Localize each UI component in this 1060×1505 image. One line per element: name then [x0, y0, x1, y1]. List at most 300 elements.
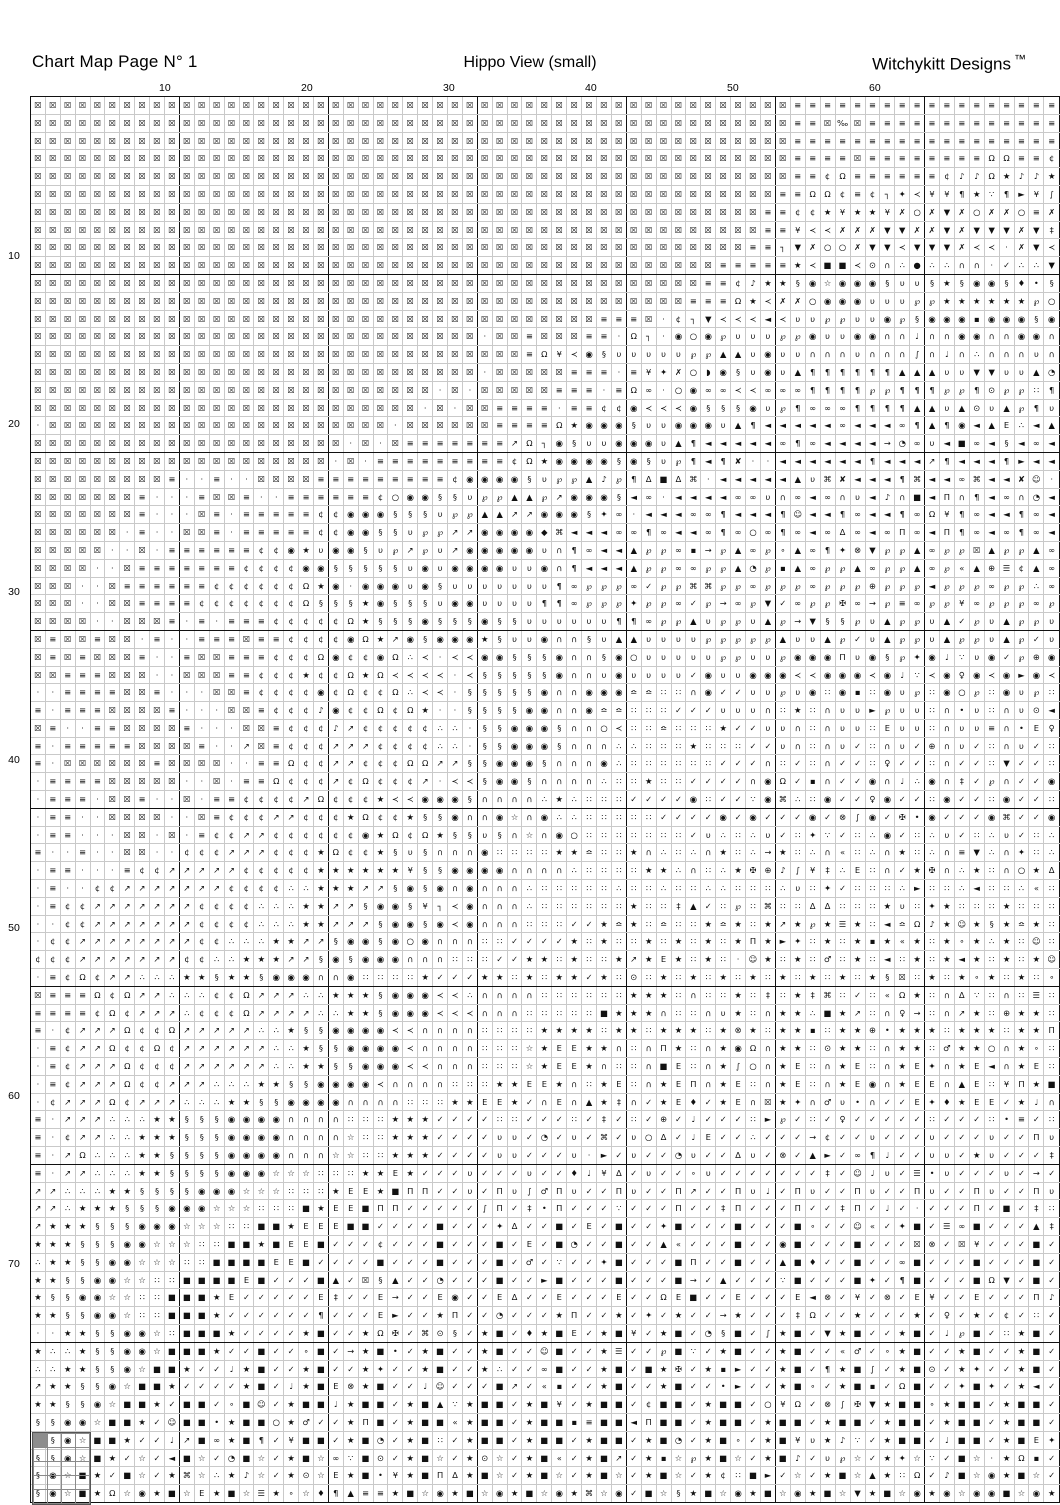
- chart-cell: ∫: [1044, 185, 1060, 203]
- chart-cell: ☒: [582, 221, 597, 239]
- chart-cell: ☆: [343, 1147, 358, 1165]
- chart-cell: ☆: [522, 1040, 537, 1058]
- chart-cell: ·: [194, 470, 209, 488]
- chart-cell: ≡: [120, 737, 135, 755]
- chart-cell: ≡: [239, 648, 254, 666]
- chart-cell: ☒: [31, 613, 45, 631]
- chart-cell: υ: [671, 346, 686, 364]
- chart-cell: ▲: [582, 470, 597, 488]
- chart-cell: ✓: [671, 1111, 686, 1129]
- chart-cell: ☒: [388, 132, 403, 150]
- chart-cell: ∘: [969, 969, 984, 987]
- chart-cell: ✓: [805, 1324, 820, 1342]
- chart-cell: §: [90, 1218, 105, 1236]
- chart-cell: ★: [358, 986, 373, 1004]
- chart-cell: ∷: [865, 719, 880, 737]
- chart-cell: ∷: [701, 719, 716, 737]
- chart-cell: ☒: [582, 292, 597, 310]
- chart-cell: ✓: [477, 1253, 492, 1271]
- chart-cell: ✓: [1014, 1164, 1029, 1182]
- chart-cell: Ω: [925, 506, 940, 524]
- chart-cell: ∆: [671, 470, 686, 488]
- chart-cell: ★: [969, 292, 984, 310]
- chart-cell: ★: [1014, 1022, 1029, 1040]
- chart-cell: ▲: [939, 613, 954, 631]
- chart-cell: ∷: [865, 915, 880, 933]
- chart-cell: ✓: [1014, 1253, 1029, 1271]
- chart-cell: υ: [746, 346, 761, 364]
- chart-cell: ¶: [954, 524, 969, 542]
- chart-cell: ◉: [358, 506, 373, 524]
- chart-cell: ∷: [701, 791, 716, 809]
- chart-cell: ■: [969, 1271, 984, 1289]
- chart-cell: ◄: [716, 470, 731, 488]
- chart-cell: ☒: [75, 203, 90, 221]
- chart-cell: ≡: [522, 399, 537, 417]
- chart-cell: ☒: [418, 363, 433, 381]
- chart-cell: ☒: [209, 239, 224, 257]
- chart-cell: ▲: [1029, 1218, 1044, 1236]
- chart-cell: ¢: [150, 862, 165, 880]
- chart-cell: ∞: [969, 524, 984, 542]
- chart-cell: ✘: [835, 470, 850, 488]
- chart-cell: ≡: [552, 381, 567, 399]
- chart-cell: Ε: [328, 1200, 343, 1218]
- chart-cell: ☒: [522, 292, 537, 310]
- chart-cell: «: [895, 933, 910, 951]
- chart-cell: ★: [835, 1324, 850, 1342]
- chart-cell: ☒: [224, 239, 239, 257]
- chart-cell: υ: [805, 1182, 820, 1200]
- chart-cell: ¢: [865, 185, 880, 203]
- chart-cell: ∴: [90, 1147, 105, 1165]
- chart-cell: §: [328, 1058, 343, 1076]
- chart-cell: ★: [343, 808, 358, 826]
- chart-cell: ◉: [343, 1075, 358, 1093]
- chart-cell: ★: [954, 1342, 969, 1360]
- chart-cell: ☆: [120, 1307, 135, 1325]
- chart-cell: ℘: [746, 595, 761, 613]
- chart-cell: ◉: [999, 684, 1014, 702]
- chart-cell: υ: [656, 417, 671, 435]
- chart-cell: ·: [209, 702, 224, 720]
- chart-cell: ☒: [448, 114, 463, 132]
- chart-cell: ↗: [269, 986, 284, 1004]
- chart-cell: ■: [552, 1342, 567, 1360]
- chart-cell: ∷: [135, 1289, 150, 1307]
- chart-cell: ★: [343, 1004, 358, 1022]
- chart-cell: ◄: [954, 452, 969, 470]
- chart-row: [31, 986, 1060, 1004]
- chart-cell: υ: [597, 613, 612, 631]
- chart-cell: ·: [105, 541, 120, 559]
- chart-cell: ★: [656, 1093, 671, 1111]
- chart-cell: ↗: [284, 951, 299, 969]
- chart-cell: υ: [731, 666, 746, 684]
- chart-cell: ∴: [194, 1093, 209, 1111]
- chart-cell: ★: [805, 969, 820, 987]
- chart-cell: ☒: [209, 132, 224, 150]
- chart-cell: ★: [1029, 862, 1044, 880]
- chart-cell: ★: [597, 933, 612, 951]
- chart-cell: ∷: [790, 826, 805, 844]
- chart-row: [31, 1022, 1060, 1040]
- chart-cell: ✓: [954, 808, 969, 826]
- chart-cell: ◄: [925, 470, 940, 488]
- stitch-chart-grid[interactable]: [30, 96, 1060, 1503]
- chart-cell: ☒: [135, 844, 150, 862]
- chart-cell: ≡: [954, 844, 969, 862]
- chart-cell: ◄: [910, 452, 925, 470]
- chart-cell: ◉: [150, 1218, 165, 1236]
- chart-cell: ✓: [1029, 755, 1044, 773]
- chart-cell: υ: [626, 666, 641, 684]
- chart-cell: ☒: [224, 97, 239, 114]
- chart-cell: ¢: [269, 862, 284, 880]
- chart-cell: ✓: [388, 1236, 403, 1254]
- chart-cell: ☒: [477, 203, 492, 221]
- chart-cell: ◉: [328, 577, 343, 595]
- chart-cell: ▲: [910, 559, 925, 577]
- chart-cell: ☒: [194, 399, 209, 417]
- chart-cell: ∴: [611, 880, 626, 898]
- chart-cell: ∷: [641, 808, 656, 826]
- chart-row: [31, 951, 1060, 969]
- chart-cell: ✓: [984, 1289, 999, 1307]
- chart-cell: ☒: [686, 185, 701, 203]
- chart-cell: ∴: [716, 862, 731, 880]
- chart-cell: ☒: [388, 381, 403, 399]
- chart-cell: ☒: [507, 363, 522, 381]
- chart-cell: ≺: [925, 666, 940, 684]
- chart-cell: ☒: [90, 524, 105, 542]
- chart-cell: ≡: [865, 150, 880, 168]
- chart-cell: υ: [925, 1182, 940, 1200]
- chart-cell: ★: [358, 613, 373, 631]
- chart-cell: ∷: [701, 1022, 716, 1040]
- chart-cell: ∷: [597, 986, 612, 1004]
- chart-cell: ·: [179, 684, 194, 702]
- chart-cell: ¢: [358, 719, 373, 737]
- chart-cell: ≡: [760, 257, 775, 275]
- chart-cell: υ: [522, 577, 537, 595]
- chart-cell: ∩: [552, 773, 567, 791]
- chart-cell: ∞: [1044, 577, 1060, 595]
- chart-cell: ↗: [75, 933, 90, 951]
- chart-cell: ☒: [552, 150, 567, 168]
- chart-cell: ⊕: [999, 1004, 1014, 1022]
- chart-cell: ✓: [820, 1182, 835, 1200]
- chart-cell: ◉: [522, 524, 537, 542]
- chart-cell: ✓: [701, 1271, 716, 1289]
- chart-cell: ☆: [507, 808, 522, 826]
- chart-cell: ∩: [999, 346, 1014, 364]
- chart-cell: ★: [969, 1147, 984, 1165]
- chart-cell: ☒: [433, 239, 448, 257]
- chart-cell: ≡: [343, 488, 358, 506]
- chart-cell: ☒: [194, 292, 209, 310]
- chart-cell: ☒: [299, 328, 314, 346]
- chart-cell: ■: [313, 1324, 328, 1342]
- chart-cell: ★: [835, 969, 850, 987]
- chart-cell: ★: [418, 1342, 433, 1360]
- chart-cell: ¢: [388, 808, 403, 826]
- chart-cell: ∷: [537, 880, 552, 898]
- chart-cell: §: [388, 844, 403, 862]
- chart-cell: ¶: [552, 595, 567, 613]
- chart-cell: ∩: [582, 773, 597, 791]
- chart-cell: ◄: [790, 452, 805, 470]
- chart-cell: ☒: [135, 328, 150, 346]
- chart-cell: ☒: [433, 114, 448, 132]
- chart-cell: υ: [775, 737, 790, 755]
- chart-cell: ☒: [358, 346, 373, 364]
- chart-cell: ¶: [939, 452, 954, 470]
- chart-cell: ≏: [611, 702, 626, 720]
- chart-cell: ∷: [865, 862, 880, 880]
- chart-cell: ◉: [164, 1200, 179, 1218]
- chart-cell: §: [433, 808, 448, 826]
- chart-cell: ¶: [820, 381, 835, 399]
- chart-cell: ✓: [328, 1324, 343, 1342]
- chart-cell: ¶: [910, 417, 925, 435]
- chart-cell: ▼: [999, 221, 1014, 239]
- chart-cell: ☒: [105, 221, 120, 239]
- chart-cell: ∷: [626, 755, 641, 773]
- chart-cell: ·: [31, 915, 45, 933]
- chart-cell: ·: [1044, 470, 1060, 488]
- chart-cell: §: [373, 559, 388, 577]
- chart-cell: ★: [343, 862, 358, 880]
- chart-cell: ∷: [626, 1111, 641, 1129]
- chart-row: [31, 381, 1060, 399]
- chart-cell: ☒: [75, 630, 90, 648]
- chart-cell: ≡: [1014, 97, 1029, 114]
- chart-cell: ¢: [284, 826, 299, 844]
- chart-cell: ◉: [254, 1164, 269, 1182]
- chart-cell: ☒: [582, 150, 597, 168]
- chart-cell: ⊕: [925, 737, 940, 755]
- chart-cell: ∷: [671, 915, 686, 933]
- chart-cell: ✓: [775, 1200, 790, 1218]
- chart-cell: ⊗: [775, 1147, 790, 1165]
- chart-cell: ≡: [492, 435, 507, 453]
- chart-cell: ☆: [164, 1236, 179, 1254]
- chart-cell: ↗: [75, 1040, 90, 1058]
- chart-cell: ✓: [1014, 1147, 1029, 1165]
- chart-cell: ✓: [820, 1200, 835, 1218]
- chart-cell: ≡: [31, 1147, 45, 1165]
- chart-cell: ·: [45, 1111, 60, 1129]
- chart-cell: ♪: [954, 168, 969, 186]
- chart-cell: ☒: [209, 399, 224, 417]
- chart-cell: ¢: [388, 737, 403, 755]
- chart-cell: ∩: [597, 1058, 612, 1076]
- chart-cell: ☒: [164, 719, 179, 737]
- chart-cell: ∩: [403, 1075, 418, 1093]
- chart-cell: ∩: [492, 1004, 507, 1022]
- chart-cell: ≡: [984, 719, 999, 737]
- chart-cell: ◉: [284, 1093, 299, 1111]
- chart-row: [31, 292, 1060, 310]
- chart-cell: ✓: [984, 1324, 999, 1342]
- chart-cell: ◉: [388, 897, 403, 915]
- chart-cell: ✓: [775, 808, 790, 826]
- chart-cell: ≡: [150, 595, 165, 613]
- chart-cell: ≡: [284, 524, 299, 542]
- chart-cell: ·: [462, 737, 477, 755]
- chart-cell: ¢: [299, 862, 314, 880]
- chart-cell: ·: [179, 613, 194, 631]
- chart-cell: ☒: [105, 274, 120, 292]
- chart-cell: ∷: [611, 986, 626, 1004]
- chart-cell: ☒: [522, 114, 537, 132]
- chart-cell: ∷: [910, 969, 925, 987]
- chart-cell: «: [835, 844, 850, 862]
- chart-cell: ☒: [45, 203, 60, 221]
- chart-cell: ☒: [135, 292, 150, 310]
- chart-cell: ·: [418, 399, 433, 417]
- chart-cell: ◄: [1044, 488, 1060, 506]
- chart-cell: ≡: [477, 452, 492, 470]
- chart-cell: ☒: [75, 328, 90, 346]
- chart-cell: ☒: [611, 257, 626, 275]
- chart-cell: ☒: [224, 346, 239, 364]
- chart-cell: ¢: [135, 1022, 150, 1040]
- chart-cell: ¢: [299, 737, 314, 755]
- chart-cell: ≡: [835, 150, 850, 168]
- chart-cell: ✓: [760, 1253, 775, 1271]
- chart-cell: ☒: [224, 114, 239, 132]
- chart-cell: ☒: [179, 381, 194, 399]
- chart-cell: ✓: [567, 1218, 582, 1236]
- chart-cell: ☒: [433, 292, 448, 310]
- chart-cell: ☒: [164, 826, 179, 844]
- chart-cell: §: [448, 826, 463, 844]
- chart-cell: ☒: [343, 328, 358, 346]
- chart-cell: ✓: [328, 1236, 343, 1254]
- chart-cell: ☒: [269, 328, 284, 346]
- chart-cell: ☒: [60, 506, 75, 524]
- chart-cell: ℘: [999, 577, 1014, 595]
- chart-cell: ☒: [462, 239, 477, 257]
- chart-cell: ▲: [1029, 363, 1044, 381]
- chart-cell: ◉: [835, 684, 850, 702]
- chart-cell: ☒: [105, 648, 120, 666]
- chart-cell: ·: [90, 808, 105, 826]
- chart-cell: ∴: [865, 826, 880, 844]
- chart-cell: ★: [552, 1022, 567, 1040]
- chart-cell: ✓: [671, 808, 686, 826]
- chart-cell: υ: [790, 346, 805, 364]
- chart-cell: ☒: [164, 274, 179, 292]
- chart-cell: ◄: [880, 470, 895, 488]
- chart-cell: ☒: [567, 114, 582, 132]
- chart-cell: Ε: [999, 417, 1014, 435]
- chart-cell: ☒: [567, 310, 582, 328]
- chart-cell: ☒: [254, 97, 269, 114]
- chart-cell: ∷: [597, 880, 612, 898]
- chart-cell: ◉: [239, 1111, 254, 1129]
- chart-cell: ∷: [552, 986, 567, 1004]
- chart-cell: υ: [984, 399, 999, 417]
- chart-cell: ■: [820, 257, 835, 275]
- chart-cell: ∷: [462, 951, 477, 969]
- chart-cell: ℘: [910, 292, 925, 310]
- chart-cell: ℘: [895, 577, 910, 595]
- chart-cell: ☒: [209, 328, 224, 346]
- chart-cell: ✓: [641, 1324, 656, 1342]
- chart-cell: ▼: [760, 595, 775, 613]
- chart-cell: ·: [194, 684, 209, 702]
- chart-cell: ★: [552, 791, 567, 809]
- chart-cell: ∷: [582, 897, 597, 915]
- chart-cell: ★: [716, 1058, 731, 1076]
- chart-cell: ☒: [567, 221, 582, 239]
- chart-cell: ✓: [895, 1129, 910, 1147]
- chart-cell: ▲: [910, 363, 925, 381]
- chart-cell: ✓: [582, 1324, 597, 1342]
- chart-cell: ☒: [105, 630, 120, 648]
- chart-cell: ★: [418, 702, 433, 720]
- chart-cell: ✓: [418, 1271, 433, 1289]
- chart-cell: ∷: [477, 1022, 492, 1040]
- chart-cell: ∩: [805, 1093, 820, 1111]
- chart-cell: ☒: [150, 310, 165, 328]
- chart-cell: ☒: [135, 221, 150, 239]
- chart-cell: ∩: [299, 1111, 314, 1129]
- chart-cell: ★: [1014, 1040, 1029, 1058]
- chart-cell: ▲: [507, 488, 522, 506]
- chart-cell: ★: [179, 969, 194, 987]
- chart-cell: ◉: [164, 1218, 179, 1236]
- chart-cell: Ε: [611, 1289, 626, 1307]
- chart-cell: ★: [716, 844, 731, 862]
- chart-cell: ·: [31, 826, 45, 844]
- chart-cell: §: [537, 648, 552, 666]
- chart-cell: ✓: [552, 1164, 567, 1182]
- chart-cell: ≡: [910, 114, 925, 132]
- chart-cell: ≡: [209, 559, 224, 577]
- chart-cell: ≡: [880, 114, 895, 132]
- chart-cell: ·: [105, 862, 120, 880]
- chart-cell: ☒: [284, 221, 299, 239]
- chart-cell: ✓: [746, 1289, 761, 1307]
- chart-cell: ☒: [343, 292, 358, 310]
- chart-cell: ☒: [597, 97, 612, 114]
- chart-cell: ≡: [60, 684, 75, 702]
- chart-cell: ★: [299, 541, 314, 559]
- chart-cell: ≡: [716, 257, 731, 275]
- chart-cell: ◉: [462, 880, 477, 898]
- chart-cell: ≡: [45, 1004, 60, 1022]
- chart-cell: ↗: [90, 933, 105, 951]
- chart-cell: υ: [880, 1164, 895, 1182]
- chart-cell: ¢: [313, 524, 328, 542]
- chart-cell: ↗: [284, 808, 299, 826]
- chart-cell: ☒: [537, 150, 552, 168]
- chart-cell: §: [462, 791, 477, 809]
- chart-cell: ·: [164, 648, 179, 666]
- chart-cell: ✓: [820, 1307, 835, 1325]
- chart-cell: ↗: [135, 1004, 150, 1022]
- chart-cell: ☒: [760, 168, 775, 186]
- chart-cell: ∞: [910, 506, 925, 524]
- chart-cell: §: [418, 808, 433, 826]
- chart-cell: ☒: [388, 435, 403, 453]
- chart-cell: ☒: [105, 435, 120, 453]
- chart-cell: ∷: [865, 755, 880, 773]
